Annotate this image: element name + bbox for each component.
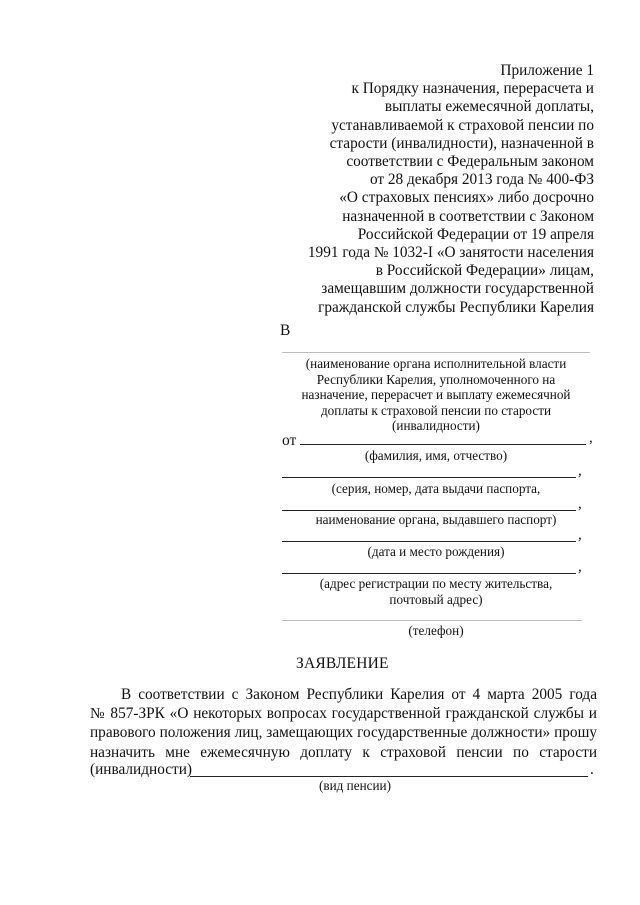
appendix-line: к Порядку назначения, перерасчета и: [351, 80, 594, 98]
statement-line: назначить мне ежемесячную доплату к страховой пенсии по старости: [90, 743, 597, 761]
appendix-line: от 28 декабря 2013 года № 400-ФЗ: [369, 171, 594, 189]
birth-caption: (дата и место рождения): [367, 544, 505, 559]
appendix-line: «О страховых пенсиях» либо досрочно: [339, 189, 594, 207]
phone-field[interactable]: [282, 620, 582, 621]
passport-issuer-comma: ,: [578, 496, 582, 512]
statement-line: В соответствии с Законом Республики Карелия от 4 марта 2005 года: [121, 686, 597, 703]
address-comma: ,: [578, 559, 582, 575]
passport-issuer-caption: наименование органа, выдавшего паспорт): [315, 512, 557, 527]
statement-line: правового положения лиц, замещающих государственные должности» прошу: [90, 724, 597, 742]
appendix-line: гражданской службы Республики Карелия: [318, 298, 594, 316]
appendix-line: соответствии с Федеральным законом: [346, 153, 594, 171]
appendix-line: назначенной в соответствии с Законом: [342, 207, 594, 225]
appendix-line: в Российской Федерации» лицам,: [375, 262, 594, 280]
phone-caption: (телефон): [408, 623, 464, 638]
pension-caption: (вид пенсии): [318, 778, 391, 793]
statement-body: [90, 685, 597, 762]
authority-field[interactable]: [282, 352, 590, 353]
fio-field[interactable]: [300, 444, 586, 445]
appendix-line: Российской Федерации от 19 апреля: [357, 225, 594, 243]
statement-last-line: (инвалидности): [90, 761, 192, 778]
appendix-line: выплаты ежемесячной доплаты,: [384, 98, 594, 116]
birth-field[interactable]: [282, 541, 576, 542]
appendix-line: старости (инвалидности), назначенной в: [329, 134, 594, 152]
statement-title: ЗАЯВЛЕНИЕ: [296, 655, 389, 672]
fio-comma: ,: [589, 430, 593, 446]
statement-line: № 857-ЗРК «О некоторых вопросах государственной гражданской службы и: [90, 705, 597, 723]
birth-comma: ,: [578, 527, 582, 543]
from-label: от: [282, 432, 297, 449]
pension-type-field[interactable]: [190, 776, 588, 777]
passport-caption: (серия, номер, дата выдачи паспорта,: [331, 481, 541, 496]
fio-caption: (фамилия, имя, отчество): [364, 448, 508, 463]
address-caption: (адрес регистрации по месту жительства, почтовый адрес): [319, 576, 553, 607]
appendix-header: [294, 62, 594, 317]
address-field[interactable]: [282, 573, 576, 574]
authority-caption: (наименование органа исполнительной власти Республики Карелия, уполномоченного на назначение, перерасчет и выплату ежемесячной доплаты к страховой пенсии по старости (инвалидности): [301, 356, 571, 434]
appendix-line: устанавливаемой к страховой пенсии по: [331, 116, 594, 134]
statement-end-dot: .: [590, 761, 594, 778]
appendix-line: замещавшим должности государственной: [321, 280, 594, 298]
to-label: В: [280, 322, 291, 339]
appendix-line: 1991 года № 1032-I «О занятости населения: [307, 244, 594, 262]
passport-issuer-field[interactable]: [282, 510, 576, 511]
passport-field[interactable]: [282, 477, 576, 478]
appendix-line: Приложение 1: [500, 62, 594, 79]
passport-comma: ,: [578, 463, 582, 479]
